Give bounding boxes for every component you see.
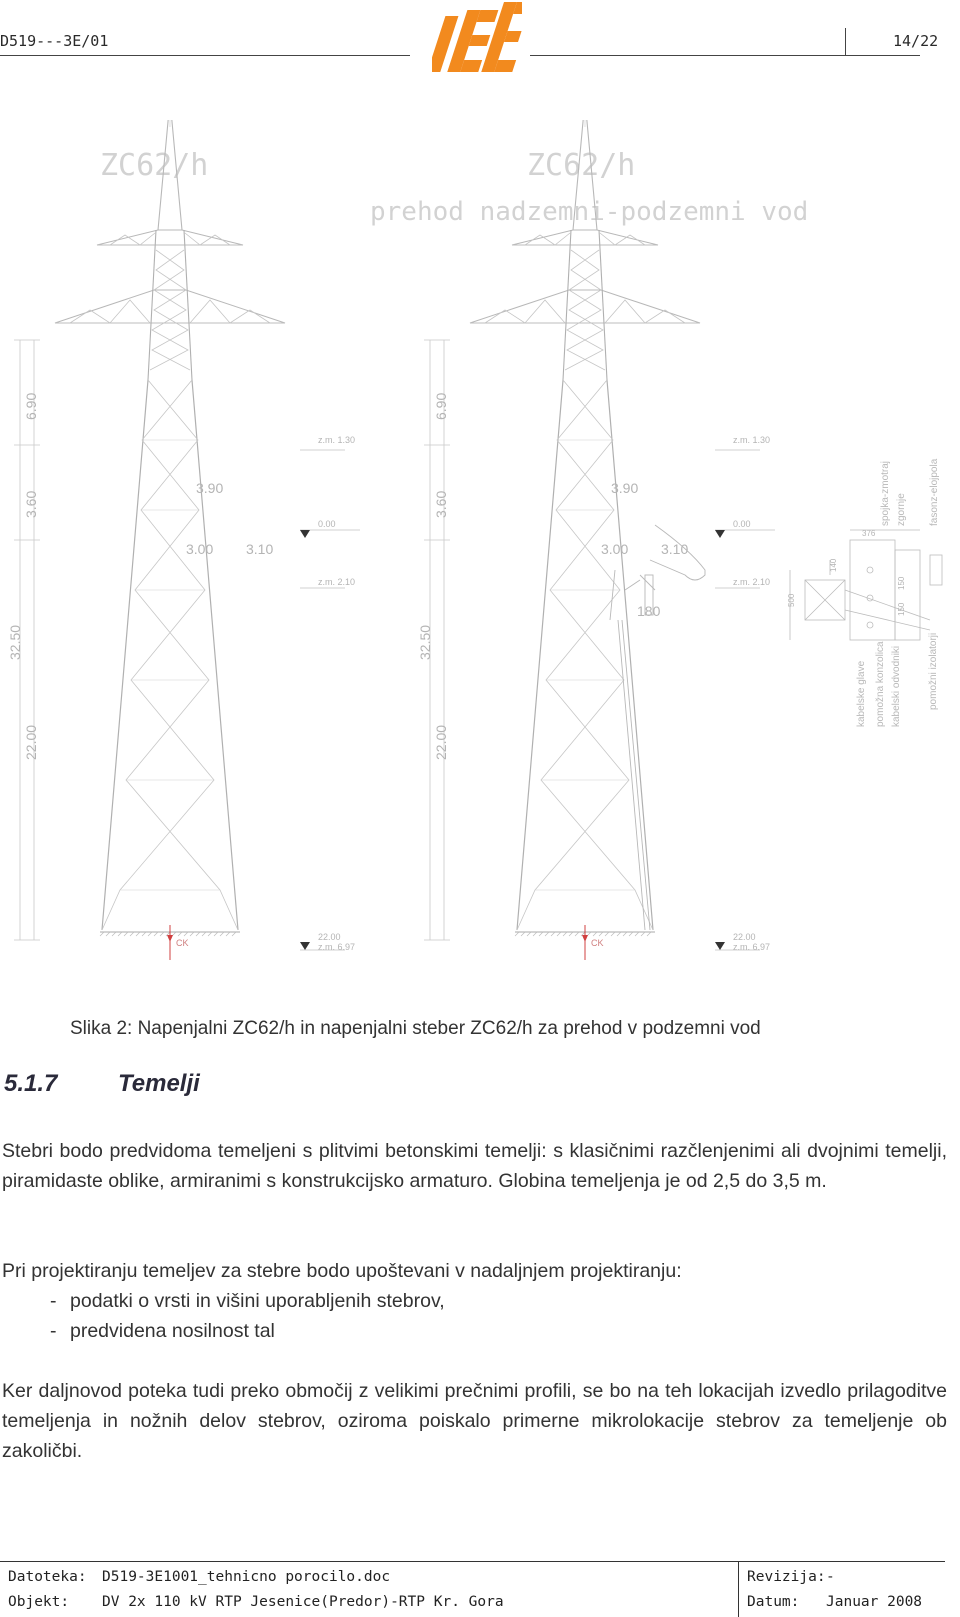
detail-label-zgornje: zgornje [896, 493, 907, 526]
dim-390-left: 3.90 [196, 480, 224, 496]
header-rule-left [0, 55, 410, 56]
footer-file-value: D519-3E1001_tehnicno porocilo.doc [102, 1569, 391, 1585]
paragraph-1: Stebri bodo predvidoma temeljeni s plitvimi betonskimi temelji: s klasičnimi razčlenjenimi ali dvojnimi temelji, piramidaste oblike, armiranimi s konstrukcijsko armaturo. Globina temeljenja je od 2,5 do 3,5 m. [2, 1140, 947, 1192]
dim-180: 180 [637, 603, 661, 619]
detail-label-spojka: spojka-zmotraj [880, 460, 891, 526]
dim-360-left: 3.60 [23, 490, 39, 518]
dim-310-right: 3.10 [661, 541, 689, 557]
detail-label-kabelske-glave: kabelske glave [856, 660, 867, 727]
detail-label-pomozni-izolatorji: pomožni izolatorji [928, 632, 939, 710]
footer-divider [738, 1562, 739, 1617]
list-item-text: predvidena nosilnost tal [70, 1320, 275, 1342]
tower-drawing [0, 120, 960, 1000]
bullet-dash: - [50, 1290, 57, 1312]
figure-caption: Slika 2: Napenjalni ZC62/h in napenjalni steber ZC62/h za prehod v podzemni vod [70, 1018, 761, 1039]
dim-690-left: 6.90 [23, 392, 39, 420]
elev-zm210-left: z.m. 2.10 [318, 577, 356, 587]
header-tick [845, 28, 846, 56]
tower-right [470, 120, 700, 960]
dim-690-right: 6.90 [433, 392, 449, 420]
paragraph-3: Ker daljnovod poteka tudi preko območij z velikimi prečnimi profili, se bo na teh lokacijah izvedlo prilagoditve temeljenja in nožnih delov stebrov, oziroma poiskalo primerne mikrolokacije stebrov za temeljenje ob zakoličbi. [2, 1380, 947, 1462]
detail-150-a: 150 [897, 576, 906, 590]
detail-150-b: 150 [897, 602, 906, 616]
footer-date-label: Datum: [747, 1594, 800, 1610]
dim-300-left: 3.00 [186, 541, 214, 557]
elev-zm130-left: z.m. 1.30 [318, 435, 356, 445]
ibe-logo [432, 2, 522, 74]
elev-000-left: 0.00 [318, 519, 336, 529]
elev-zm697-left: z.m. 6.97 [318, 942, 356, 952]
elev-000-right: 0.00 [733, 519, 751, 529]
document-id: D519---3E/01 [0, 32, 109, 50]
header-rule-right [530, 55, 920, 56]
drawing-title-right: ZC62/h [527, 148, 636, 183]
tower-left [55, 120, 285, 960]
detail-376: 376 [862, 529, 876, 538]
detail-label-fasonz: fasonz-elojpola [929, 458, 940, 526]
bullet-dash: - [50, 1320, 57, 1342]
detail-500: 500 [787, 593, 796, 607]
paragraph-2: Pri projektiranju temeljev za stebre bodo upoštevani v nadaljnjem projektiranju: [2, 1260, 682, 1282]
footer-revision-value: - [826, 1569, 835, 1585]
elev-2200-left: 22.00 [318, 932, 341, 942]
section-number: 5.1.7 [4, 1070, 58, 1097]
page-number: 14/22 [893, 32, 939, 50]
detail-140: 140 [829, 558, 838, 572]
list-item-text: podatki o vrsti in višini uporabljenih stebrov, [70, 1290, 445, 1312]
dim-2200-right: 22.00 [433, 724, 449, 760]
ck-mark-left: CK [176, 938, 189, 948]
footer-revision-label: Revizija: [747, 1569, 826, 1585]
detail-view [790, 530, 942, 640]
ck-mark-right: CK [591, 938, 604, 948]
footer-file-label: Datoteka: [8, 1569, 87, 1585]
dim-3250-left: 32.50 [7, 624, 23, 660]
dim-390-right: 3.90 [611, 480, 639, 496]
footer-rule [0, 1561, 945, 1562]
dim-360-right: 3.60 [433, 490, 449, 518]
dim-300-right: 3.00 [601, 541, 629, 557]
detail-label-kabelski-odvodniki: kabelski odvodniki [891, 645, 902, 727]
elev-zm697-right: z.m. 6.97 [733, 942, 771, 952]
drawing-title-left: ZC62/h [100, 148, 209, 183]
footer-date-value: Januar 2008 [826, 1594, 923, 1610]
dim-310-left: 3.10 [246, 541, 274, 557]
dim-2200-left: 22.00 [23, 724, 39, 760]
elev-zm130-right: z.m. 1.30 [733, 435, 771, 445]
elev-2200-right: 22.00 [733, 932, 756, 942]
drawing-subtitle-right: prehod nadzemni-podzemni vod [370, 197, 809, 227]
list-item [50, 1320, 275, 1343]
elev-zm210-right: z.m. 2.10 [733, 577, 771, 587]
section-title: Temelji [118, 1070, 200, 1097]
footer-object-value: DV 2x 110 kV RTP Jesenice(Predor)-RTP Kr. Gora [102, 1594, 504, 1610]
detail-label-pomozna-konzolica: pomožna konzolica [875, 641, 886, 727]
footer-object-label: Objekt: [8, 1594, 70, 1610]
dim-3250-right: 32.50 [417, 624, 433, 660]
list-item [50, 1290, 445, 1313]
